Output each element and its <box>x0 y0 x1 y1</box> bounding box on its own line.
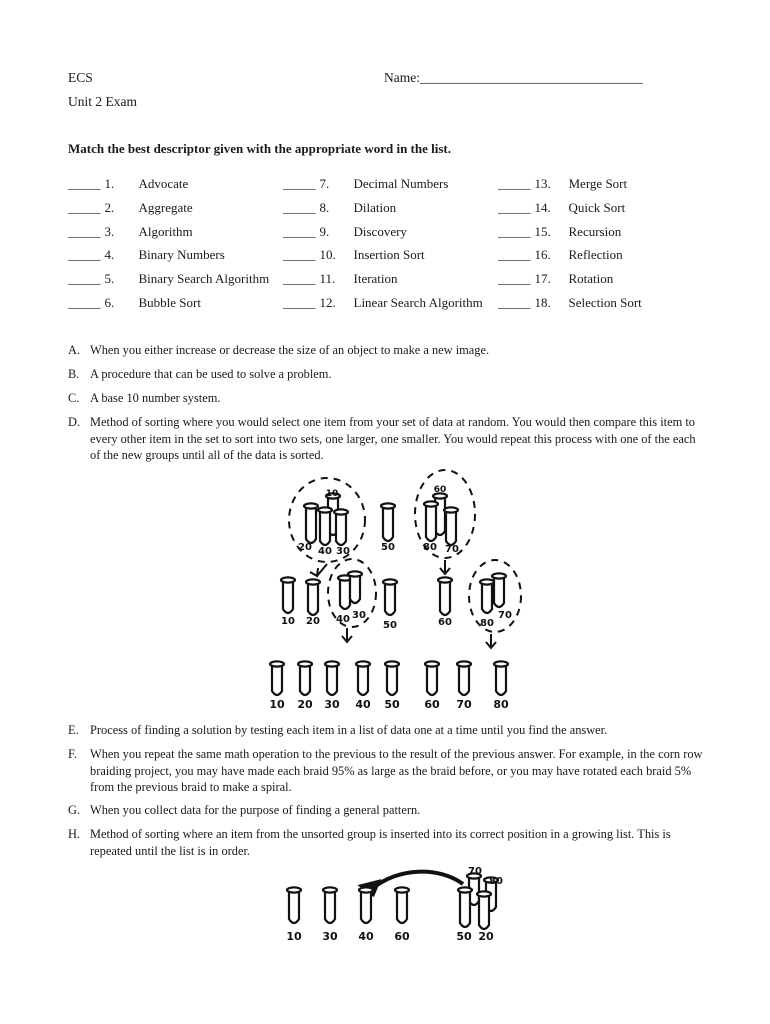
tube-rim <box>306 579 320 584</box>
tube-rim <box>325 661 339 666</box>
definition-letter: F. <box>68 747 77 761</box>
arrows <box>310 560 496 648</box>
test-tube <box>438 577 452 628</box>
term-number: 2. <box>104 200 115 215</box>
term-word: Recursion <box>568 224 622 239</box>
term-item <box>498 176 627 192</box>
tube-label: 70 <box>456 698 472 711</box>
definition-letter: A. <box>68 343 81 357</box>
tube-rim <box>334 509 348 514</box>
term-number: 5. <box>104 271 115 286</box>
definition-text: A base 10 number system. <box>90 391 221 405</box>
term-word: Merge Sort <box>568 176 628 191</box>
tube-body <box>387 664 397 695</box>
answer-blank[interactable]: _____ <box>283 247 316 262</box>
definition-f <box>68 746 703 796</box>
test-tube <box>394 887 410 943</box>
course-label: ECS <box>68 70 93 85</box>
answer-blank[interactable]: _____ <box>283 224 316 239</box>
quicksort-figure <box>255 468 535 718</box>
tube-label: 10 <box>325 489 339 499</box>
term-word: Insertion Sort <box>353 247 425 262</box>
tube-rim <box>281 577 295 582</box>
answer-blank[interactable]: _____ <box>283 271 316 286</box>
tube-body <box>320 510 330 545</box>
answer-blank[interactable]: _____ <box>498 271 531 286</box>
term-number: 9. <box>319 224 330 239</box>
tube-label: 80 <box>493 698 509 711</box>
answer-blank[interactable]: _____ <box>68 271 101 286</box>
tube-body <box>383 506 393 541</box>
tube-label: 70 <box>445 544 459 555</box>
term-item <box>283 200 396 216</box>
term-item <box>68 247 225 263</box>
definition-b <box>68 366 703 383</box>
tube-rim <box>425 661 439 666</box>
tube-label: 30 <box>352 610 366 621</box>
tube-label: 60 <box>438 617 452 628</box>
tube-rim <box>383 579 397 584</box>
tube-body <box>361 890 371 923</box>
definition-d <box>68 414 703 464</box>
tube-label: 50 <box>384 698 400 711</box>
tube-body <box>440 580 450 615</box>
tube-body <box>479 894 489 929</box>
term-item <box>68 295 201 311</box>
test-tube <box>381 503 395 553</box>
insertion-sort-figure <box>278 864 518 946</box>
term-item <box>68 224 193 240</box>
tube-rim <box>381 503 395 508</box>
tube-body <box>496 664 506 695</box>
tube-body <box>397 890 407 923</box>
test-tube <box>348 571 366 621</box>
tube-rim <box>348 571 362 576</box>
definition-a <box>68 342 703 359</box>
tube-body <box>350 574 360 603</box>
term-number: 14. <box>534 200 551 215</box>
definition-letter: G. <box>68 803 81 817</box>
tube-label: 10 <box>286 930 302 943</box>
term-word: Decimal Numbers <box>353 176 449 191</box>
answer-blank[interactable]: _____ <box>283 200 316 215</box>
tube-label: 80 <box>489 876 503 887</box>
answer-blank[interactable]: _____ <box>283 176 316 191</box>
term-word: Reflection <box>568 247 623 262</box>
test-tube <box>286 887 302 943</box>
tube-label: 40 <box>336 614 350 625</box>
tube-rim <box>424 501 438 506</box>
tube-rim <box>385 661 399 666</box>
curved-arrow <box>373 872 463 888</box>
term-number: 11. <box>319 271 336 286</box>
quicksort-row-3 <box>269 661 509 711</box>
term-number: 8. <box>319 200 330 215</box>
definition-letter: B. <box>68 367 80 381</box>
tube-label: 70 <box>498 610 512 621</box>
term-word: Rotation <box>568 271 614 286</box>
tube-body <box>482 582 492 613</box>
tube-body <box>336 512 346 545</box>
tube-body <box>494 576 504 607</box>
definition-text: Method of sorting where an item from the unsorted group is inserted into its correct position in a growing list. This is repeated until the list is in order. <box>90 827 671 858</box>
test-tube <box>492 573 512 621</box>
answer-blank[interactable]: _____ <box>498 295 531 310</box>
tube-body <box>300 664 310 695</box>
definition-letter: E. <box>68 723 79 737</box>
definition-text: Method of sorting where you would select one item from your set of data at random. You would then compare this item to every other item in the set to sort into two sets, one larger, one smaller. You would repeat this process with one of the each of the new groups until all of the data is sorted. <box>90 415 696 462</box>
tube-rim <box>270 661 284 666</box>
tube-rim <box>480 579 494 584</box>
term-word: Iteration <box>353 271 398 286</box>
answer-blank[interactable]: _____ <box>68 295 101 310</box>
test-tube <box>383 579 397 631</box>
term-number: 10. <box>319 247 336 262</box>
term-item <box>283 271 398 287</box>
tube-label: 10 <box>281 616 295 627</box>
term-word: Binary Numbers <box>138 247 225 262</box>
test-tube <box>281 577 295 627</box>
answer-blank[interactable]: _____ <box>498 176 531 191</box>
definition-h <box>68 826 703 859</box>
term-word: Advocate <box>138 176 189 191</box>
tube-label: 20 <box>298 542 312 553</box>
tube-label: 10 <box>269 698 285 711</box>
name-label: Name: <box>384 70 420 85</box>
tube-label: 60 <box>424 698 440 711</box>
term-number: 18. <box>534 295 551 310</box>
answer-blank[interactable]: _____ <box>498 200 531 215</box>
answer-blank[interactable]: _____ <box>498 224 531 239</box>
answer-blank[interactable]: _____ <box>68 224 101 239</box>
answer-blank[interactable]: _____ <box>283 295 316 310</box>
answer-blank[interactable]: _____ <box>68 200 101 215</box>
term-word: Binary Search Algorithm <box>138 271 270 286</box>
definition-c <box>68 390 703 407</box>
term-word: Bubble Sort <box>138 295 201 310</box>
definition-letter: D. <box>68 415 81 429</box>
term-item <box>68 200 193 216</box>
tube-rim <box>359 887 373 892</box>
tube-body <box>460 890 470 927</box>
test-tube <box>324 661 340 711</box>
test-tube <box>297 661 313 711</box>
answer-blank[interactable]: _____ <box>498 247 531 262</box>
test-tube <box>456 887 472 943</box>
term-item <box>498 295 642 311</box>
definition-g <box>68 802 703 819</box>
tube-label: 50 <box>456 930 472 943</box>
tube-label: 70 <box>468 866 482 877</box>
tube-body <box>358 664 368 695</box>
term-item <box>498 271 613 287</box>
tube-label: 20 <box>297 698 313 711</box>
tube-body <box>272 664 282 695</box>
test-tube <box>269 661 285 711</box>
term-number: 3. <box>104 224 115 239</box>
test-tube <box>358 887 374 943</box>
term-item <box>283 295 483 311</box>
definition-text: When you collect data for the purpose of finding a general pattern. <box>90 803 421 817</box>
test-tube <box>424 661 440 711</box>
term-number: 16. <box>534 247 551 262</box>
term-item <box>283 176 448 192</box>
tube-label: 80 <box>423 542 437 553</box>
term-word: Dilation <box>353 200 397 215</box>
tube-body <box>426 504 436 541</box>
tube-body <box>289 890 299 923</box>
tube-body <box>427 664 437 695</box>
term-item <box>68 176 188 192</box>
term-number: 17. <box>534 271 551 286</box>
tube-body <box>325 890 335 923</box>
tube-label: 50 <box>381 542 395 553</box>
tube-label: 20 <box>478 930 494 943</box>
tube-body <box>306 506 316 543</box>
tube-body <box>283 580 293 613</box>
test-tube <box>423 501 438 553</box>
tube-label: 30 <box>324 698 340 711</box>
test-tube <box>334 509 350 557</box>
term-item <box>498 200 625 216</box>
term-item <box>283 224 407 240</box>
term-word: Quick Sort <box>568 200 626 215</box>
term-number: 12. <box>319 295 336 310</box>
test-tube <box>322 887 338 943</box>
term-item <box>498 224 621 240</box>
test-tube <box>456 661 472 711</box>
test-tube <box>306 579 320 627</box>
definition-letter: C. <box>68 391 80 405</box>
test-tube <box>480 579 494 629</box>
term-number: 15. <box>534 224 551 239</box>
tube-body <box>308 582 318 615</box>
name-line: _________________________________ <box>420 70 643 85</box>
term-number: 13. <box>534 176 551 191</box>
tube-label: 60 <box>394 930 410 943</box>
tube-body <box>446 510 456 545</box>
tube-label: 30 <box>322 930 338 943</box>
test-tube <box>298 503 318 553</box>
tube-rim <box>323 887 337 892</box>
definition-text: A procedure that can be used to solve a problem. <box>90 367 332 381</box>
insert-arrow <box>362 872 463 894</box>
tube-rim <box>477 891 491 896</box>
term-item <box>68 271 269 287</box>
term-word: Aggregate <box>138 200 193 215</box>
name-field[interactable] <box>384 70 643 86</box>
tube-rim <box>444 507 458 512</box>
test-tube <box>444 507 459 555</box>
test-tube <box>355 661 371 711</box>
definition-letter: H. <box>68 827 81 841</box>
tube-body <box>340 578 350 609</box>
tube-rim <box>458 887 472 892</box>
test-tube <box>384 661 400 711</box>
tube-rim <box>494 661 508 666</box>
term-item <box>498 247 623 263</box>
term-word: Algorithm <box>138 224 193 239</box>
definition-e <box>68 722 703 739</box>
tube-label: 30 <box>336 546 350 557</box>
tube-rim <box>395 887 409 892</box>
tube-body <box>459 664 469 695</box>
arrowhead <box>310 568 318 576</box>
tube-body <box>327 664 337 695</box>
tube-rim <box>438 577 452 582</box>
tube-rim <box>298 661 312 666</box>
definition-text: Process of finding a solution by testing each item in a list of data one at a time until you find the answer. <box>90 723 608 737</box>
tube-label: 60 <box>433 485 447 495</box>
term-number: 1. <box>104 176 115 191</box>
test-tube <box>318 507 332 557</box>
tube-rim <box>492 573 506 578</box>
term-word: Selection Sort <box>568 295 642 310</box>
term-number: 6. <box>104 295 115 310</box>
test-tube <box>493 661 509 711</box>
quicksort-row-1 <box>298 485 459 557</box>
tube-label: 20 <box>306 616 320 627</box>
tube-rim <box>356 661 370 666</box>
tube-label: 80 <box>480 618 494 629</box>
tube-label: 50 <box>383 620 397 631</box>
tube-label: 40 <box>318 546 332 557</box>
term-item <box>283 247 425 263</box>
definition-text: When you either increase or decrease the size of an object to make a new image. <box>90 343 490 357</box>
term-word: Linear Search Algorithm <box>353 295 483 310</box>
tube-label: 40 <box>355 698 371 711</box>
definition-text: When you repeat the same math operation to the previous to the result of the previous answer. For example, in the corn row braiding project, you may have made each braid 95% as large as the braid before, or you may have rotated each braid 5% from the previous braid to make a spiral. <box>90 747 703 794</box>
exam-title: Unit 2 Exam <box>68 94 137 109</box>
tube-rim <box>287 887 301 892</box>
tube-rim <box>304 503 318 508</box>
answer-blank[interactable]: _____ <box>68 247 101 262</box>
tube-body <box>385 582 395 615</box>
answer-blank[interactable]: _____ <box>68 176 101 191</box>
term-number: 7. <box>319 176 330 191</box>
tube-label: 40 <box>358 930 374 943</box>
tube-rim <box>457 661 471 666</box>
term-number: 4. <box>104 247 115 262</box>
tube-rim <box>318 507 332 512</box>
instructions: Match the best descriptor given with the appropriate word in the list. <box>68 141 451 156</box>
term-word: Discovery <box>353 224 407 239</box>
